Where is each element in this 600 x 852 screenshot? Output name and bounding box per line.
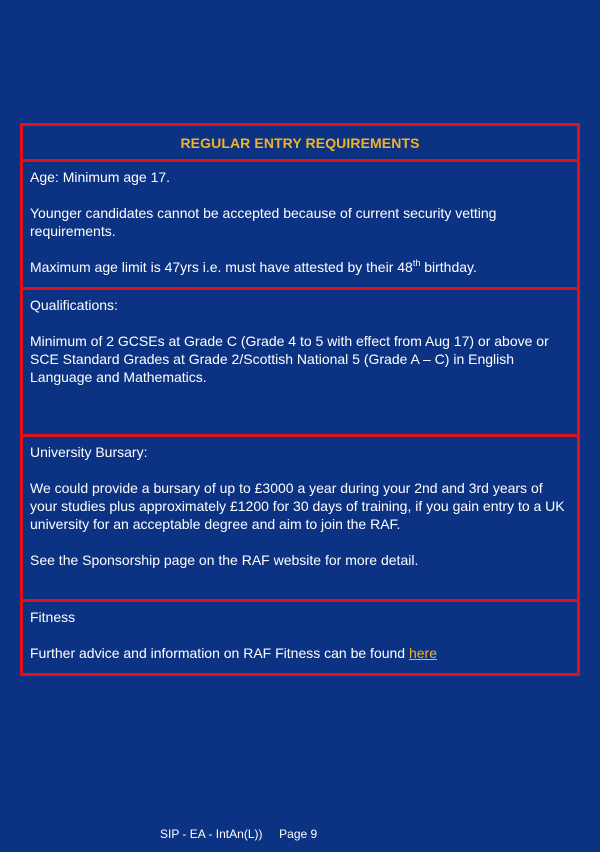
age-section: [23, 159, 577, 287]
qualifications-body: Minimum of 2 GCSEs at Grade C (Grade 4 to 5 with effect from Aug 17) or above or SCE Standard Grades at Grade 2/Scottish National 5 (Grade A – C) in English Language and Mathematics.: [30, 333, 549, 385]
bursary-heading: University Bursary:: [30, 444, 148, 460]
fitness-body-text: Further advice and information on RAF Fitness can be found: [30, 645, 409, 661]
fitness-body: [30, 644, 570, 662]
page-footer: SIP - EA - IntAn(L)) Page 9: [160, 827, 318, 841]
entry-requirements-table: [20, 123, 580, 676]
fitness-here-link[interactable]: here: [408, 645, 438, 661]
qualifications-heading: Qualifications:: [30, 297, 118, 313]
age-maximum-tail: birthday.: [420, 259, 477, 275]
age-maximum: [30, 258, 570, 276]
age-minimum: Age: Minimum age 17.: [30, 169, 171, 185]
bursary-note: See the Sponsorship page on the RAF website for more detail.: [30, 552, 419, 568]
qualifications-section: [23, 287, 577, 434]
table-title: REGULAR ENTRY REQUIREMENTS: [180, 134, 420, 151]
table-header: [23, 126, 577, 159]
fitness-heading: Fitness: [30, 609, 76, 625]
age-maximum-text: Maximum age limit is 47yrs i.e. must have attested by their 48: [30, 259, 413, 275]
age-ordinal-suffix: th: [412, 258, 421, 268]
bursary-body: We could provide a bursary of up to £3000 a year during your 2nd and 3rd years of your studies plus approximately £1200 for 30 days of training, if you gain entry to a UK university for an acceptable degree and aim to join the RAF.: [30, 480, 565, 532]
bursary-section: [23, 434, 577, 599]
fitness-section: [23, 599, 577, 673]
age-vetting-note: Younger candidates cannot be accepted because of current security vetting requirements.: [30, 205, 497, 239]
